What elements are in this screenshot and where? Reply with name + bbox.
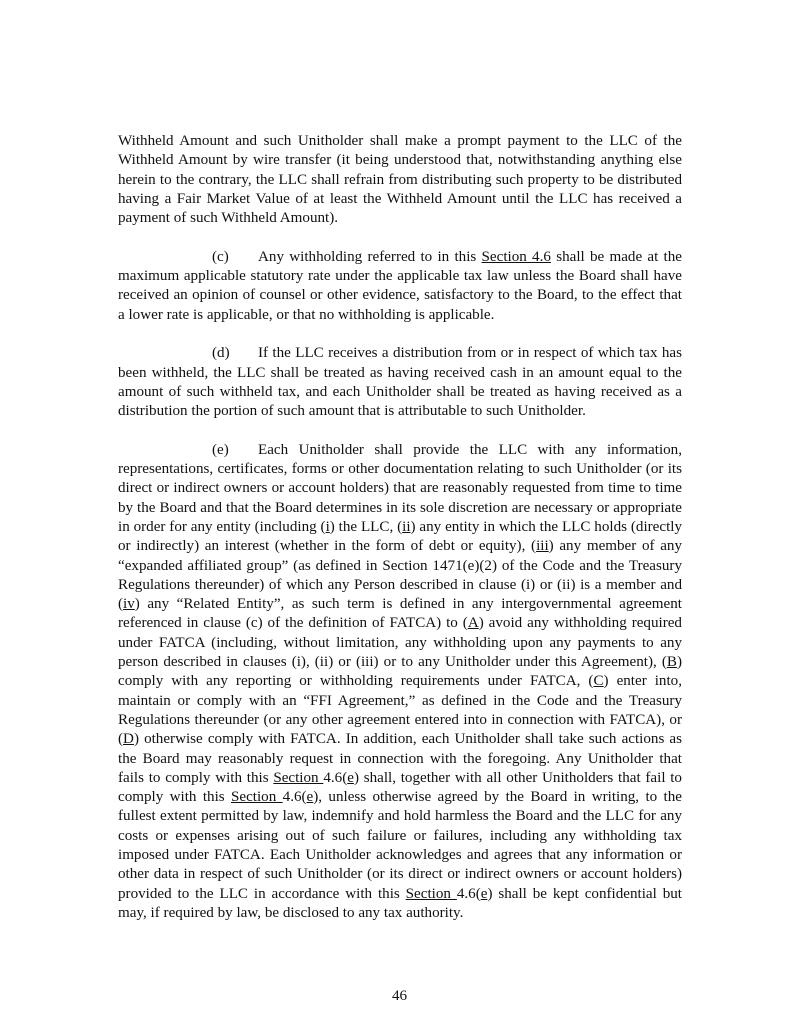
text-run: ) enter into, maintain or comply with an “FFI Agreement,” as defined in the Code and the Treasury Regulations thereunder (or any other agreement entered into in connection with FATCA), or ( [118, 673, 682, 748]
cross-reference: iv [123, 596, 135, 613]
paragraph [118, 441, 682, 923]
cross-reference: ii [402, 518, 411, 535]
paragraph [118, 344, 682, 421]
paragraph-label: (c) [212, 248, 229, 265]
text-run: Withheld Amount and such Unitholder shall make a prompt payment to the LLC of the Withheld Amount by wire transfer (it being understood that, notwithstanding anything else herein to the contrary, the LLC shall refrain from distributing such property to be distributed having a Fair Market Value of at least the Withheld Amount until the LLC has received a payment of such Withheld Amount). [118, 133, 682, 227]
text-run: ), unless otherwise agreed by the Board in writing, to the fullest extent permitted by law, indemnify and hold harmless the Board and the LLC for any costs or expenses arising out of such failure or failures, including any withholding tax imposed under FATCA. Each Unitholder acknowledges and agrees that any information or other data in respect of such Unitholder (or its direct or indirect owners or account holders) provided to the LLC in accordance with this [118, 789, 682, 902]
text-run: ) any member of any “expanded affiliated group” (as defined in Section 1471(e)(2) of the Code and the Treasury Regulations thereunder) of which any Person described in clause (i) or (ii) is a member and ( [118, 538, 682, 613]
text-run: If the LLC receives a distribution from or in respect of which tax has been withheld, the LLC shall be treated as having received cash in an amount equal to the amount of such withheld tax, and each Unitholder shall be treated as having received as a distribution the portion of such amount that is attributable to such Unitholder. [118, 345, 682, 420]
text-run: Each Unitholder shall provide the LLC with any information, representations, certificates, forms or other documentation relating to such Unitholder (or its direct or indirect owners or account holders) that are reasonably requested from time to time by the Board and that the Board determines in its sole discretion are necessary or appropriate in order for any entity (including ( [118, 441, 682, 535]
cross-reference: C [593, 673, 604, 690]
cross-reference: iii [536, 538, 549, 555]
paragraph [118, 132, 682, 228]
text-run: 4.6( [282, 789, 307, 806]
cross-reference: e [347, 769, 354, 786]
cross-reference: A [467, 615, 479, 632]
cross-reference: i [325, 518, 330, 535]
text-run: ) otherwise comply with FATCA. In addition, each Unitholder shall take such actions as the Board may reasonably request in connection with the foregoing. Any Unitholder that fails to comply with this [118, 731, 682, 786]
page-number: 46 [391, 988, 408, 1004]
text-run: 4.6( [323, 769, 348, 786]
cross-reference: D [123, 731, 134, 748]
paragraph [118, 248, 682, 325]
cross-reference: Section [231, 789, 283, 806]
document-body [118, 132, 682, 942]
text-run: ) shall be kept confidential but may, if required by law, be disclosed to any tax authority. [118, 885, 682, 921]
text-run: ) the LLC, ( [329, 518, 403, 535]
text-run: ) avoid any withholding required under FATCA (including, without limitation, any withholding upon any payments to any person described in clauses (i), (ii) or (iii) or to any Unitholder under this Agreement), ( [118, 615, 682, 671]
cross-reference: e [306, 789, 314, 806]
paragraph-label: (e) [212, 441, 229, 458]
text-run: 4.6( [456, 885, 481, 902]
text-run: ) shall, together with all other Unitholders that fail to comply with this [118, 769, 682, 806]
paragraph-label: (d) [212, 345, 230, 362]
cross-reference: B [666, 654, 677, 671]
text-run: ) any entity in which the LLC holds (directly or indirectly) an interest (whether in the form of debt or equity), ( [118, 518, 683, 555]
cross-reference: Section 4.6 [481, 248, 551, 265]
text-run: shall be made at the maximum applicable statutory rate under the applicable tax law unless the Board shall have received an opinion of counsel or other evidence, satisfactory to the Board, to the effect that a lower rate is applicable, or that no withholding is applicable. [118, 248, 682, 323]
cross-reference: e [480, 885, 488, 902]
text-run: ) any “Related Entity”, as such term is defined in any intergovernmental agreement referenced in clause (c) of the definition of FATCA) to ( [118, 596, 682, 632]
cross-reference: Section [405, 885, 457, 902]
cross-reference: Section [273, 769, 324, 786]
text-run: Any withholding referred to in this [258, 248, 482, 265]
text-run: ) comply with any reporting or withholding requirements under FATCA, ( [118, 654, 682, 690]
